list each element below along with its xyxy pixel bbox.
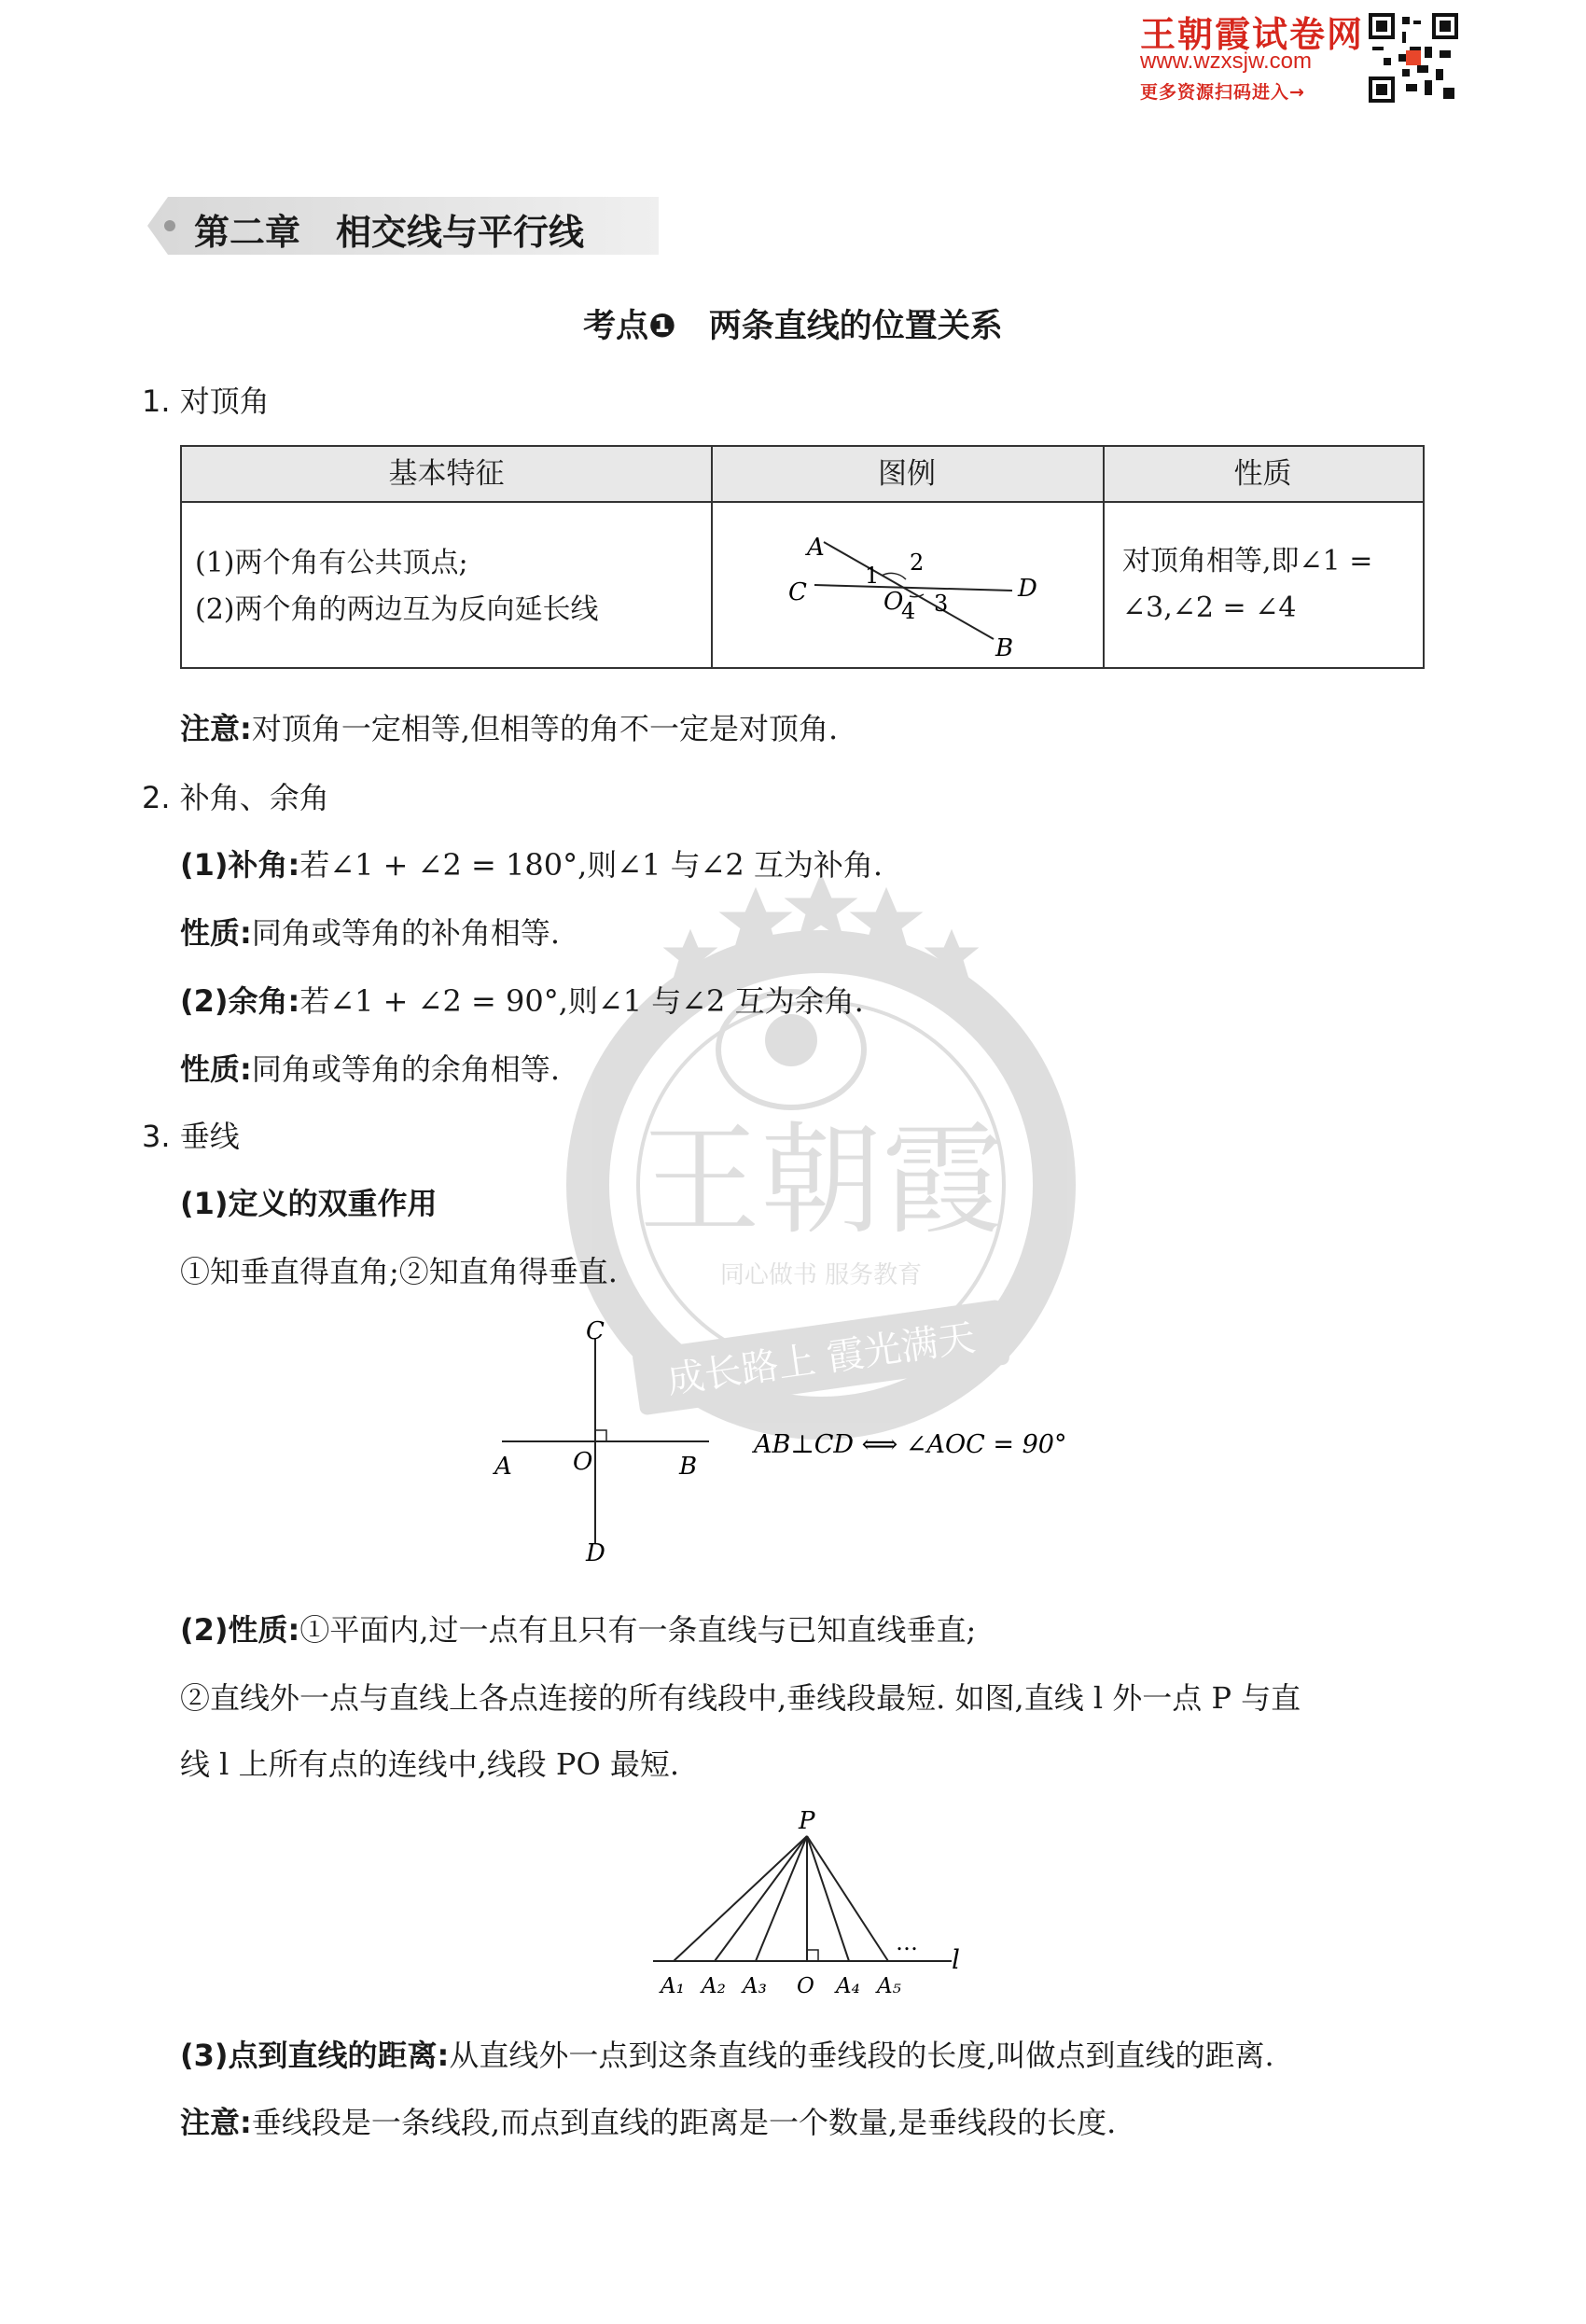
note-vertical-angles — [180, 705, 838, 748]
feature-line: (1)两个角有公共顶点; — [195, 547, 468, 579]
point-line-distance — [180, 2032, 1274, 2075]
qr-code-icon[interactable] — [1369, 13, 1458, 103]
figure-label: 3 — [934, 591, 949, 617]
section-heading: 考点❶ 两条直线的位置关系 — [583, 308, 1003, 345]
property-text: 同角或等角的补角相等. — [251, 915, 560, 951]
watermark-motto: 同心做书 服务教育 — [719, 1261, 923, 1289]
figure-label: l — [952, 1944, 960, 1975]
vertical-angles-table — [180, 445, 1425, 669]
figure-label: D — [1018, 575, 1037, 603]
perpendicular-equation: AB⊥CD ⟺ ∠AOC = 90° — [754, 1430, 1067, 1459]
definition-text: 若∠1 + ∠2 = 180°,则∠1 与∠2 互为补角. — [299, 847, 883, 883]
supplementary-definition — [180, 842, 883, 884]
figure-label: D — [586, 1539, 605, 1567]
figure-label: C — [788, 578, 807, 606]
property-line: ∠3,∠2 = ∠4 — [1122, 591, 1297, 624]
figure-label: P — [799, 1807, 815, 1835]
watermark-slogan: 成长路上 霞光满天 — [664, 1316, 979, 1402]
figure-label: … — [896, 1929, 918, 1955]
brand-url[interactable]: www.wzxsjw.com — [1140, 49, 1313, 74]
figure-label: A₅ — [877, 1974, 901, 1998]
table-cell-property — [1122, 538, 1372, 632]
perpendicular-figure — [485, 1311, 1138, 1572]
feature-line: (2)两个角的两边互为反向延长线 — [195, 593, 599, 626]
property-line: 对顶角相等,即∠1 = — [1122, 545, 1373, 578]
definition-dual-role: (1)定义的双重作用 — [180, 1186, 438, 1221]
perpendicular-property-1 — [180, 1607, 976, 1649]
figure-label: 2 — [910, 550, 925, 576]
figure-label: 1 — [865, 563, 880, 589]
figure-label: 4 — [901, 598, 916, 624]
property-label: (2)性质: — [180, 1612, 300, 1648]
figure-label: O — [883, 588, 904, 616]
property-label: 性质: — [180, 1051, 252, 1087]
heading-vertical-angles: 1. 对顶角 — [142, 383, 270, 419]
brand-name: 王朝霞试卷网 — [1140, 14, 1365, 55]
table-header-property: 性质 — [1103, 447, 1423, 503]
note-text: 对顶角一定相等,但相等的角不一定是对顶角. — [251, 711, 839, 746]
vertical-angles-figure — [779, 514, 1059, 663]
definition-text: 从直线外一点到这条直线的垂线段的长度,叫做点到直线的距离. — [449, 2038, 1274, 2073]
shortest-segment-figure — [644, 1801, 998, 2011]
figure-label: A₂ — [702, 1974, 726, 1998]
figure-label: O — [573, 1448, 593, 1476]
figure-label: C — [586, 1317, 605, 1345]
note-label: 注意: — [180, 711, 252, 746]
perpendicular-property-2-line1: ②直线外一点与直线上各点连接的所有线段中,垂线段最短. 如图,直线 l 外一点 P 与直 — [180, 1680, 1301, 1716]
table-cell-features — [195, 540, 599, 633]
note-label: 注意: — [180, 2105, 252, 2140]
perpendicular-property-2-line2: 线 l 上所有点的连线中,线段 PO 最短. — [180, 1746, 680, 1782]
table-header-figure: 图例 — [711, 447, 1103, 503]
property-text: ①平面内,过一点有且只有一条直线与已知直线垂直; — [299, 1612, 977, 1648]
figure-label: A₄ — [836, 1974, 860, 1998]
figure-label: O — [797, 1974, 814, 1998]
figure-label: A₃ — [743, 1974, 767, 1998]
figure-label: B — [679, 1453, 698, 1481]
brand-tagline: 更多资源扫码进入→ — [1140, 82, 1305, 103]
watermark-text: 王朝霞 — [638, 1109, 1004, 1251]
definition-text: ①知垂直得直角;②知直角得垂直. — [180, 1254, 618, 1289]
note-text: 垂线段是一条线段,而点到直线的距离是一个数量,是垂线段的长度. — [251, 2105, 1117, 2140]
definition-text: 若∠1 + ∠2 = 90°,则∠1 与∠2 互为余角. — [299, 983, 864, 1019]
complementary-definition — [180, 978, 864, 1021]
table-header-features: 基本特征 — [182, 447, 711, 503]
complementary-property — [180, 1046, 560, 1089]
heading-supplementary-complementary: 2. 补角、余角 — [142, 780, 329, 815]
definition-label: (1)补角: — [180, 847, 300, 883]
figure-label: A₁ — [661, 1974, 685, 1998]
property-label: 性质: — [180, 915, 252, 951]
definition-label: (2)余角: — [180, 983, 300, 1019]
property-text: 同角或等角的余角相等. — [251, 1051, 560, 1087]
figure-label: A — [807, 534, 825, 562]
definition-label: (3)点到直线的距离: — [180, 2038, 450, 2073]
supplementary-property — [180, 910, 560, 953]
heading-perpendicular: 3. 垂线 — [142, 1119, 240, 1154]
figure-label: A — [494, 1453, 512, 1481]
figure-label: B — [995, 634, 1014, 662]
chapter-title: 第二章 相交线与平行线 — [194, 212, 585, 253]
note-perpendicular — [180, 2099, 1116, 2142]
